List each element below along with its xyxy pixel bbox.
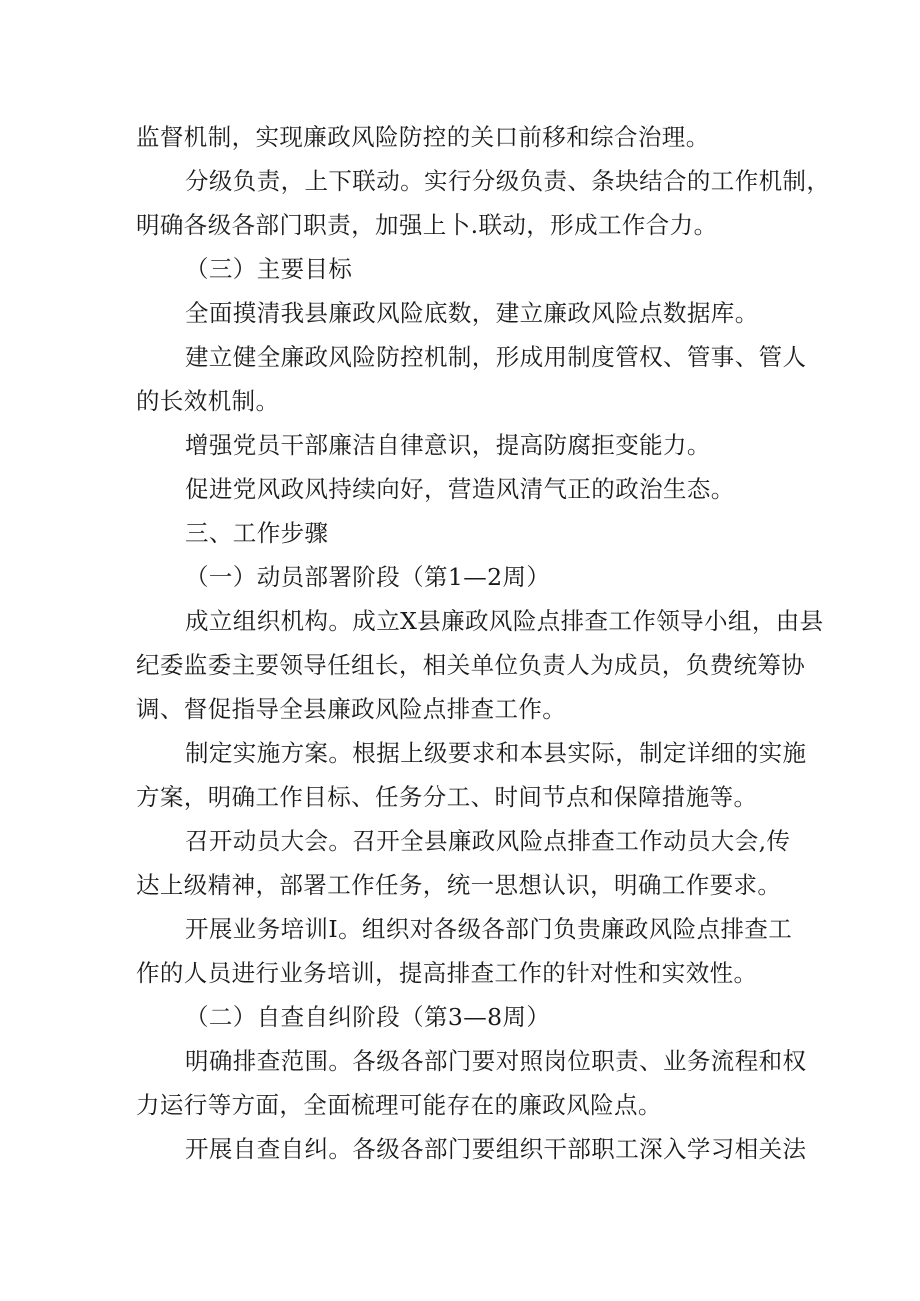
body-text-line: 增强党员干部廉洁自律意识，提高防腐拒变能力。 [185,431,711,459]
body-text-line: 力运行等方面，全面梳理可能存在的廉政风险点。 [136,1091,662,1119]
body-text-line: 方案，明确工作目标、任务分工、时间节点和保障措施等。 [136,783,758,811]
body-text-line: 召开动员大会。召开全县廉政风险点排查工作动员大会,传 [185,827,791,855]
body-text-line: 分级负责，上下联动。实行分级负责、条块结合的工作机制， [185,167,831,195]
body-text-line: 开展自查自纠。各级各部门要组织干部职工深入学习相关法 [185,1135,807,1163]
body-text-line: 达上级精神，部署工作任务，统一思想认识，明确工作要求。 [136,871,782,899]
body-text-line: 促进党风政风持续向好，营造风清气正的政治生态。 [185,475,735,503]
body-text-line: 成立组织机构。成立X县廉政风险点排查工作领导小组，由县 [185,607,824,635]
body-text-line: 建立健全廉政风险防控机制，形成用制度管权、管事、管人 [185,343,807,371]
body-text-line: 全面摸清我县廉政风险底数，建立廉政风险点数据库。 [185,299,759,327]
body-text-line: 作的人员进行业务培训，提高排查工作的针对性和实效性。 [136,959,758,987]
body-text-line: 制定实施方案。根据上级要求和本县实际，制定详细的实施 [185,739,807,767]
body-text-line: 明确排查范围。各级各部门要对照岗位职责、业务流程和权 [185,1047,807,1075]
body-text-line: 调、督促指导全县廉政风险点排查工作。 [136,695,567,723]
section-heading: （三）主要目标 [185,255,353,283]
body-text-line: 纪委监委主要领导任组长，相关单位负责人为成员，负费统筹协 [136,651,806,679]
body-text-line: 监督机制，实现廉政风险防控的关口前移和综合治理。 [136,123,710,151]
section-heading: （一）动员部署阶段（第1—2周） [185,563,551,591]
body-text-line: 开展业务培训I。组织对各级各部门负贵廉政风险点排查工 [185,915,793,943]
body-text-line: 明确各级各部门职责，加强上卜.联动，形成工作合力。 [136,211,718,239]
body-text-line: 的长效机制。 [136,387,280,415]
chapter-heading: 三、工作步骤 [185,519,329,547]
section-heading: （二）自查自纠阶段（第3—8周） [185,1003,551,1031]
